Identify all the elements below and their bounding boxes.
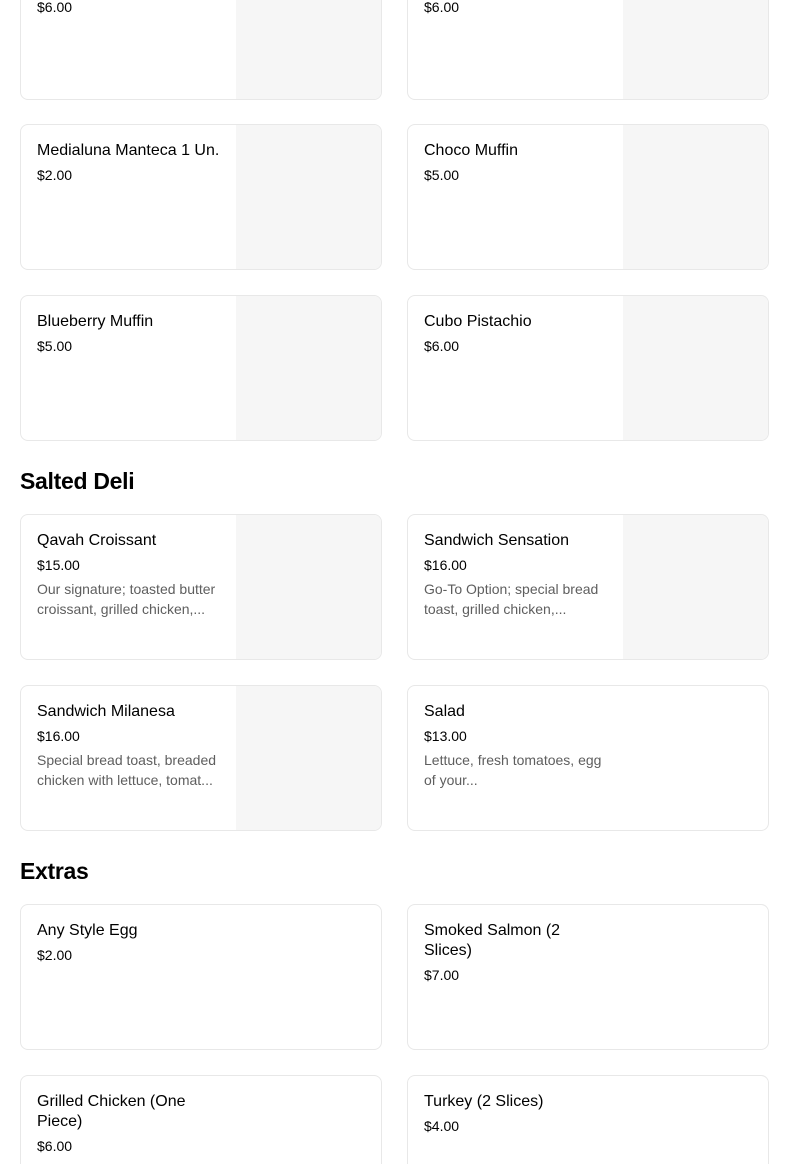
item-name: Medialuna Manteca 1 Un. <box>37 142 220 159</box>
menu-item-card[interactable] <box>407 0 769 100</box>
section-title-extras: Extras <box>20 858 89 884</box>
item-price: $7.00 <box>424 967 460 983</box>
item-price: $2.00 <box>37 947 73 963</box>
menu-item-card[interactable] <box>20 1075 382 1164</box>
item-price: $15.00 <box>37 557 80 573</box>
item-name: Blueberry Muffin <box>37 313 154 330</box>
menu-item-card[interactable] <box>407 514 769 660</box>
menu-item-card[interactable] <box>407 685 769 831</box>
item-description: Special bread toast, breaded chicken with lettuce, tomat... <box>37 752 217 788</box>
item-image <box>236 0 381 99</box>
item-image <box>236 125 381 269</box>
menu-item-card[interactable] <box>20 295 382 441</box>
item-price: $5.00 <box>37 338 73 354</box>
menu-item-card[interactable] <box>407 295 769 441</box>
item-image <box>236 515 381 659</box>
menu-item-card[interactable] <box>407 124 769 270</box>
item-price: $16.00 <box>424 557 467 573</box>
item-price: $6.00 <box>424 338 460 354</box>
item-image <box>236 686 381 830</box>
item-name: Smoked Salmon (2 Slices) <box>424 922 561 959</box>
item-price: $16.00 <box>37 728 80 744</box>
item-name: Salad <box>424 703 465 720</box>
menu-item-card[interactable] <box>407 1075 769 1164</box>
menu-item-card[interactable] <box>407 904 769 1050</box>
item-image <box>623 0 768 99</box>
item-price: $5.00 <box>424 167 460 183</box>
item-name: Qavah Croissant <box>37 532 157 549</box>
item-image <box>623 515 768 659</box>
item-image <box>236 296 381 440</box>
item-price: $13.00 <box>424 728 467 744</box>
item-price: $6.00 <box>37 0 73 15</box>
item-name: Turkey (2 Slices) <box>424 1093 544 1110</box>
item-name: Sandwich Sensation <box>424 532 569 549</box>
item-description: Go-To Option; special bread toast, grilled chicken,... <box>424 581 599 617</box>
menu-item-card[interactable] <box>20 0 382 100</box>
item-price: $6.00 <box>424 0 460 15</box>
item-name: Choco Muffin <box>424 142 518 159</box>
item-name: Cubo Pistachio <box>424 313 532 330</box>
menu-item-card[interactable] <box>20 904 382 1050</box>
menu-item-card[interactable] <box>20 685 382 831</box>
item-description: Our signature; toasted butter croissant, grilled chicken,... <box>37 581 216 617</box>
item-image <box>623 125 768 269</box>
item-price: $6.00 <box>37 1138 73 1154</box>
item-name: Any Style Egg <box>37 922 138 939</box>
section-title-salted-deli: Salted Deli <box>20 468 135 494</box>
item-price: $4.00 <box>424 1118 460 1134</box>
menu-item-card[interactable] <box>20 124 382 270</box>
item-name: Grilled Chicken (One Piece) <box>37 1093 186 1130</box>
item-name: Sandwich Milanesa <box>37 703 175 720</box>
item-image <box>623 296 768 440</box>
item-price: $2.00 <box>37 167 73 183</box>
menu-item-card[interactable] <box>20 514 382 660</box>
item-description: Lettuce, fresh tomatoes, egg of your... <box>424 752 602 788</box>
